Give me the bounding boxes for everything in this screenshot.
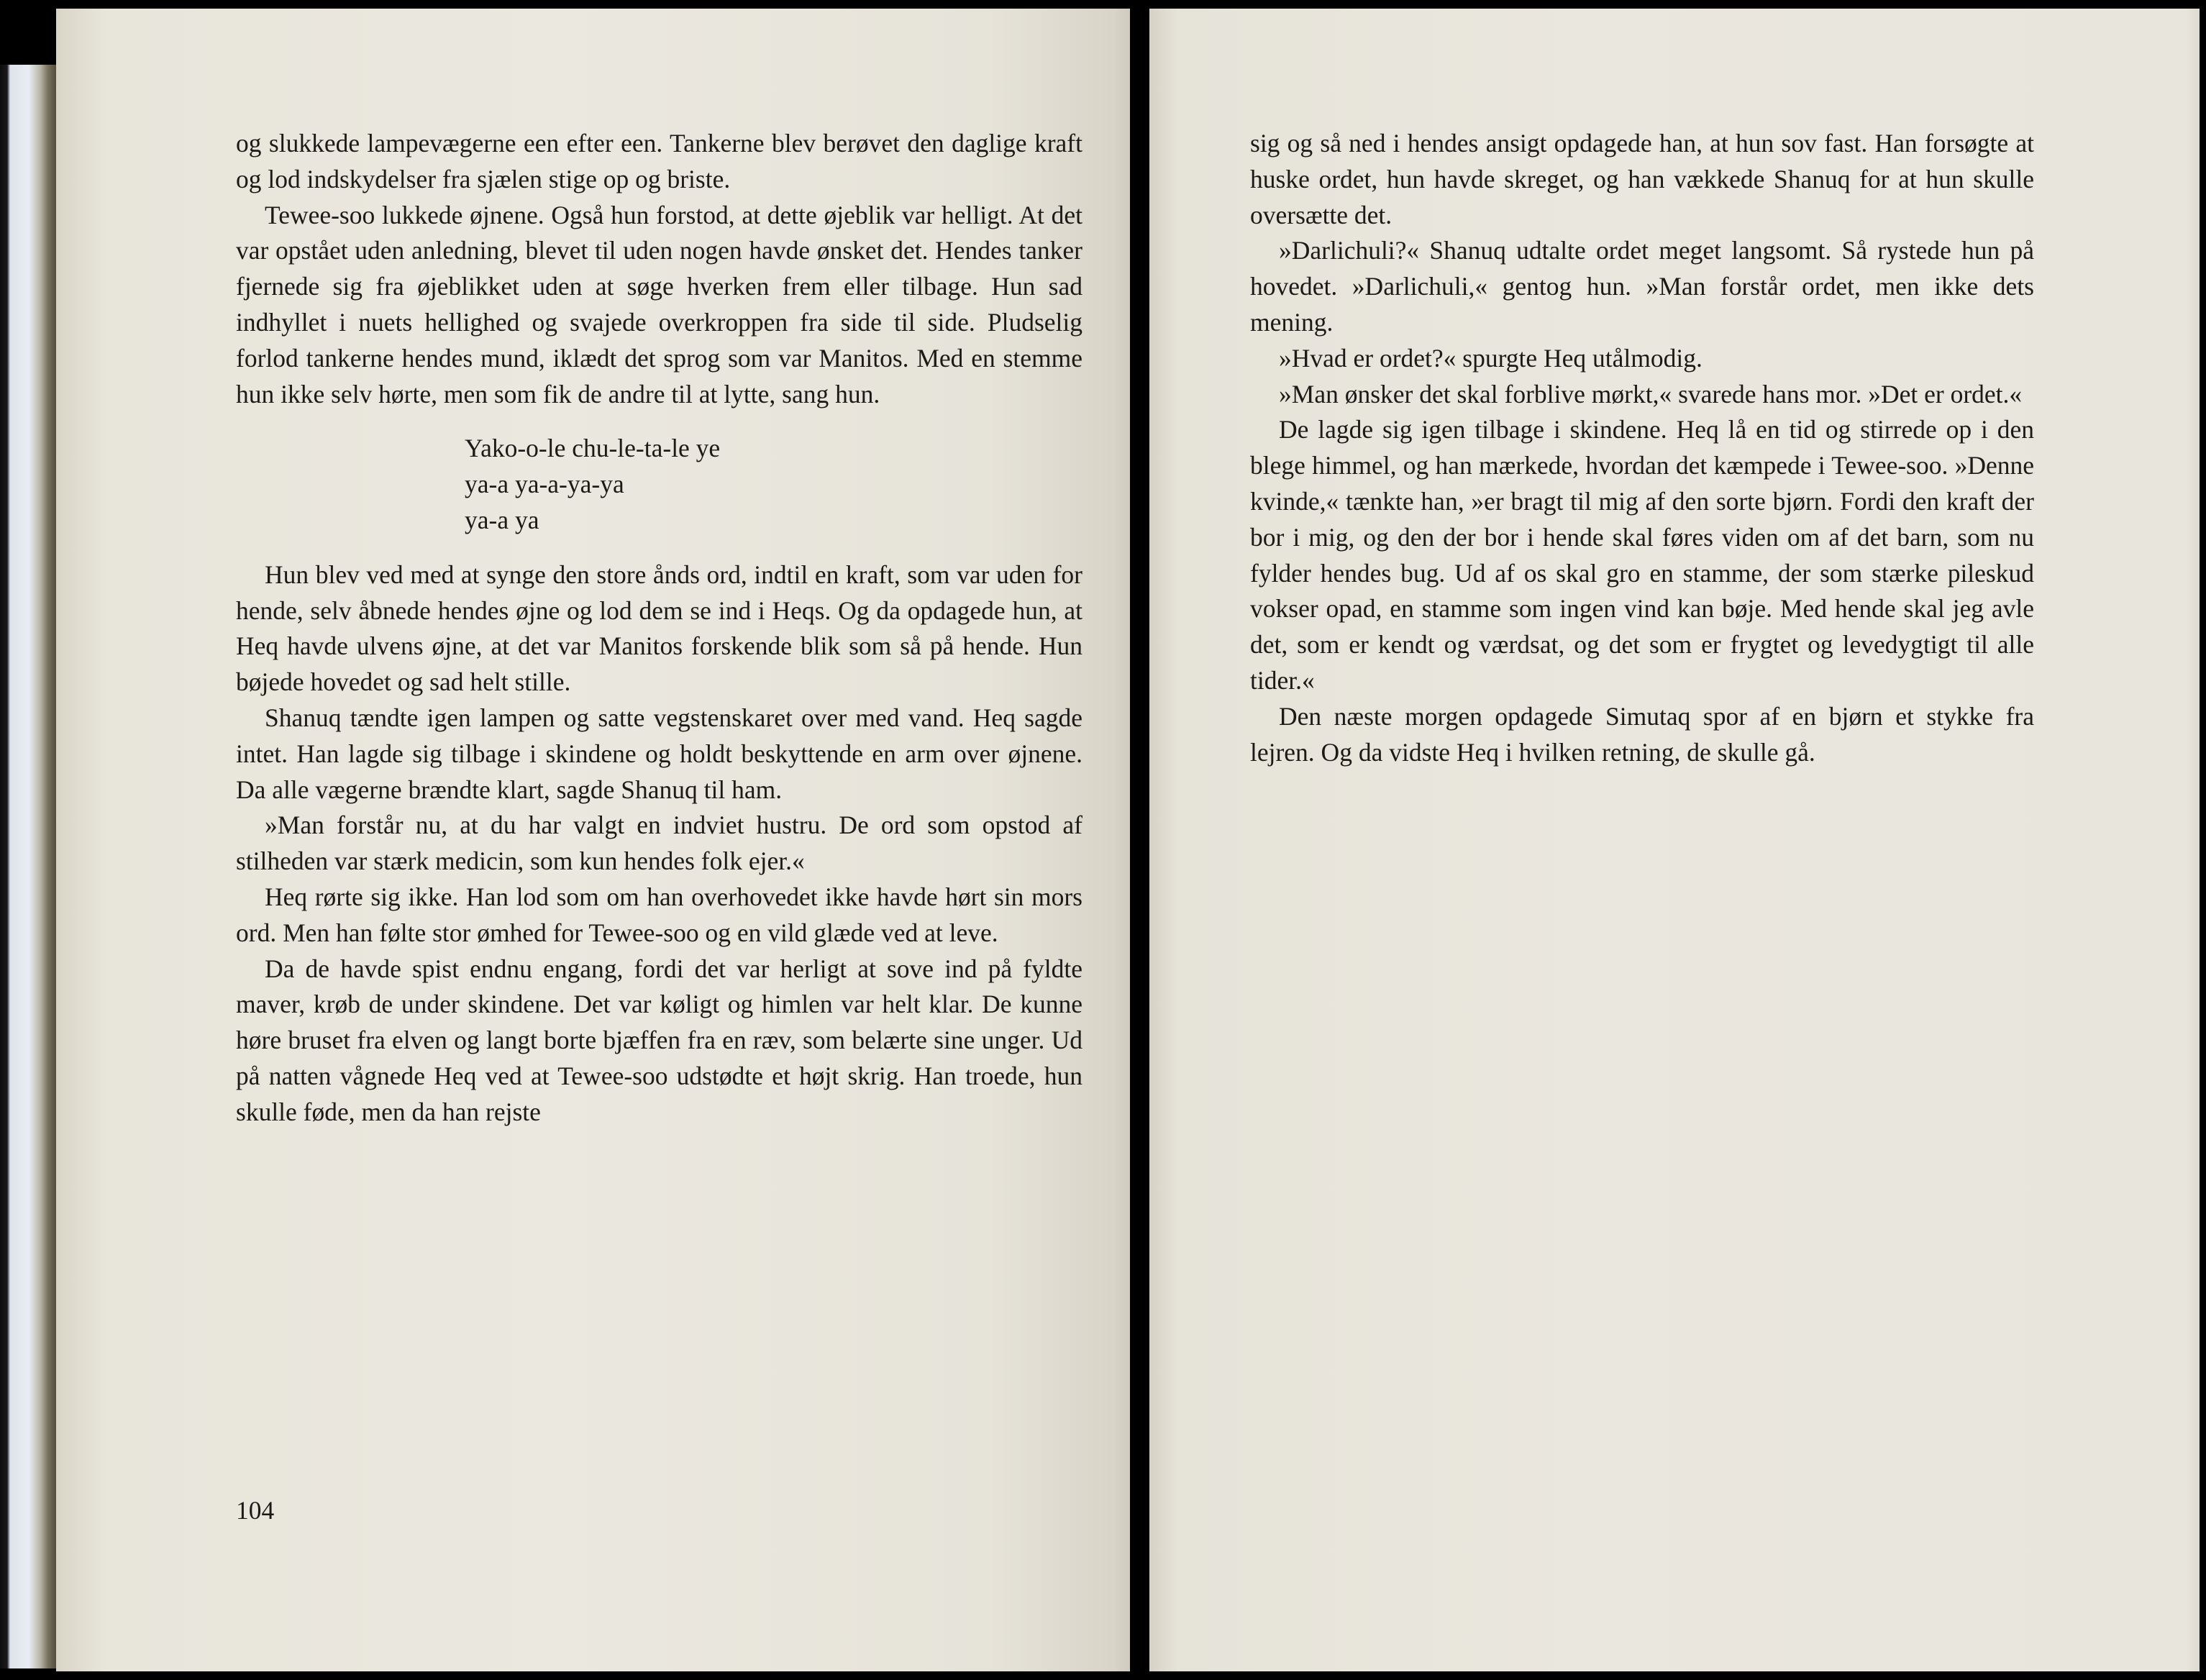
paragraph: Da de havde spist endnu engang, fordi det var herligt at sove ind på fyldte maver, krøb de under skindene. Det var køligt og himlen var helt klar. De kunne høre bruset fra elven og langt borte bjæffen fra en ræv, som belærte sine unger. Ud på natten vågnede Heq ved at Tewee-soo udstødte et højt skrig. Han troede, hun skulle føde, men da han rejste bbox=[236, 954, 1083, 1126]
paragraph: Tewee-soo lukkede øjnene. Også hun forstod, at dette øjeblik var helligt. At det var opstået uden anledning, blevet til uden nogen havde ønsket det. Hendes tanker fjernede sig fra øjeblikket uden at søge hverken frem eller tilbage. Hun sad indhyllet i nuets hellighed og svajede overkroppen fra side til side. Pludselig forlod tankerne hendes mund, iklædt det sprog som var Manitos. Med en stemme hun ikke selv hørte, men som fik de andre til at lytte, sang hun. bbox=[236, 200, 1083, 408]
page-number: 104 bbox=[236, 1496, 275, 1525]
paragraph: »Darlichuli?« Shanuq udtalte ordet meget langsomt. Så rystede hun på hovedet. »Darlichuli,« gentog hun. »Man forstår ordet, men ikke dets mening. bbox=[1250, 236, 2034, 337]
paragraph: »Man ønsker det skal forblive mørkt,« svarede hans mor. »Det er ordet.« bbox=[1279, 379, 2023, 408]
paragraph: Shanuq tændte igen lampen og satte vegstenskaret over med vand. Heq sagde intet. Han lagde sig tilbage i skindene og holdt beskyttende en arm over øjnene. Da alle vægerne brændte klart, sagde Shanuq til ham. bbox=[236, 703, 1083, 804]
left-page-text bbox=[236, 126, 1083, 1131]
paragraph: Hun blev ved med at synge den store ånds ord, indtil en kraft, som var uden for hende, selv åbnede hendes øjne og lod dem se ind i Heqs. Og da opdagede hun, at Heq havde ulvens øjne, at det var Manitos forskende blik som så på hende. Hun bøjede hovedet og sad helt stille. bbox=[236, 560, 1083, 697]
paragraph: De lagde sig igen tilbage i skindene. Heq lå en tid og stirrede op i den blege himmel, og han mærkede, hvordan det kæmpede i Tewee-soo. »Denne kvinde,« tænkte han, »er bragt til mig af den sorte bjørn. Fordi den kraft der bor i mig, og den der bor i hende skal føres viden om af det barn, som nu fylder hendes bug. Ud af os skal gro en stamme, der som stærke pileskud vokser opad, en stamme som ingen vind kan bøje. Med hende skal jeg avle det, som er kendt og værdsat, og det som er frygtet og levedygtigt til alle tider.« bbox=[1250, 415, 2034, 695]
song-verse bbox=[465, 431, 1083, 538]
paragraph: sig og så ned i hendes ansigt opdagede han, at hun sov fast. Han forsøgte at huske ordet, hun havde skreget, og han vækkede Shanuq for at hun skulle oversætte det. bbox=[1250, 129, 2034, 229]
paragraph: Den næste morgen opdagede Simutaq spor af en bjørn et stykke fra lejren. Og da vidste Heq i hvilken retning, de skulle gå. bbox=[1250, 701, 2034, 767]
song-line: ya-a ya bbox=[465, 505, 539, 534]
paragraph: Heq rørte sig ikke. Han lod som om han overhovedet ikke havde hørt sin mors ord. Men han følte stor ømhed for Tewee-soo og en vild glæde ved at leve. bbox=[236, 882, 1083, 947]
song-line: Yako-o-le chu-le-ta-le ye bbox=[465, 434, 721, 463]
paragraph: og slukkede lampevægerne een efter een. Tankerne blev berøvet den daglige kraft og lod indskydelser fra sjælen stige op og briste. bbox=[236, 129, 1083, 193]
paragraph: »Hvad er ordet?« spurgte Heq utålmodig. bbox=[1279, 343, 1703, 373]
left-page bbox=[56, 9, 1130, 1671]
right-page bbox=[1149, 9, 2200, 1671]
song-line: ya-a ya-a-ya-ya bbox=[465, 470, 624, 499]
paragraph: »Man forstår nu, at du har valgt en indviet hustru. De ord som opstod af stilheden var stærk medicin, som kun hendes folk ejer.« bbox=[236, 811, 1083, 876]
right-page-text bbox=[1250, 126, 2034, 770]
